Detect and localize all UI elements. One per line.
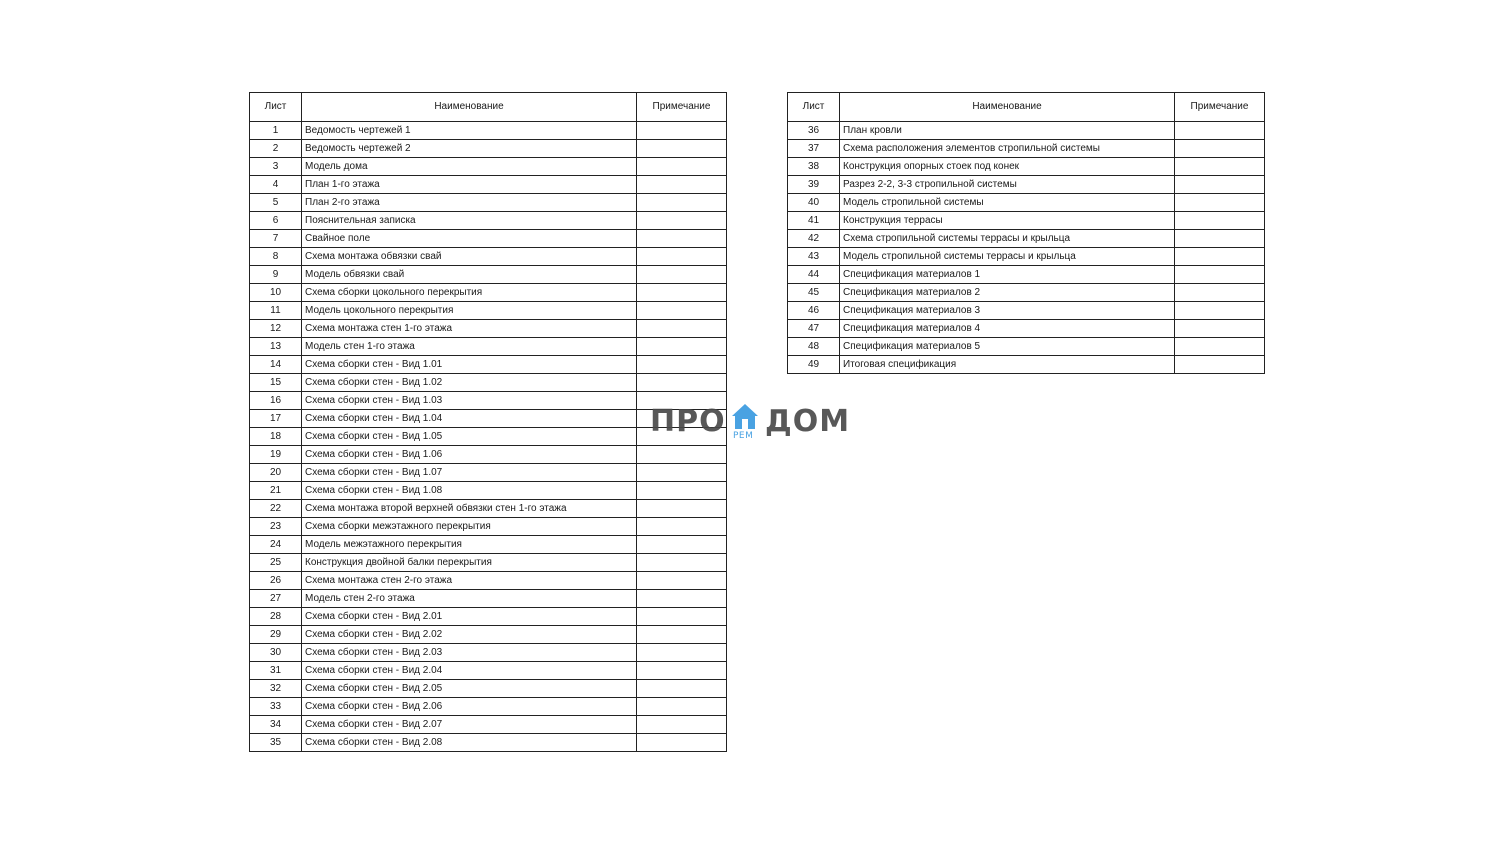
sheet-note — [637, 698, 727, 716]
sheet-name: Модель дома — [302, 158, 637, 176]
sheet-note — [637, 590, 727, 608]
sheet-name: Схема сборки стен - Вид 2.03 — [302, 644, 637, 662]
table-row — [250, 590, 727, 608]
sheet-number: 34 — [250, 716, 302, 734]
table-row — [250, 446, 727, 464]
sheet-number: 3 — [250, 158, 302, 176]
sheet-note — [637, 140, 727, 158]
sheet-number: 23 — [250, 518, 302, 536]
sheet-name: Схема сборки стен - Вид 1.03 — [302, 392, 637, 410]
sheet-name: Ведомость чертежей 2 — [302, 140, 637, 158]
sheet-number: 18 — [250, 428, 302, 446]
table-row — [788, 230, 1265, 248]
sheet-note — [637, 608, 727, 626]
sheet-name: Конструкция террасы — [840, 212, 1175, 230]
table-row — [250, 644, 727, 662]
sheet-number: 47 — [788, 320, 840, 338]
sheet-name: Схема монтажа стен 2-го этажа — [302, 572, 637, 590]
sheet-note — [1175, 248, 1265, 266]
sheet-number: 26 — [250, 572, 302, 590]
sheet-name: Ведомость чертежей 1 — [302, 122, 637, 140]
sheet-number: 10 — [250, 284, 302, 302]
sheet-number: 7 — [250, 230, 302, 248]
sheet-note — [637, 320, 727, 338]
sheet-note — [637, 626, 727, 644]
sheet-number: 5 — [250, 194, 302, 212]
sheet-number: 36 — [788, 122, 840, 140]
table-row — [788, 176, 1265, 194]
sheet-number: 20 — [250, 464, 302, 482]
table-row — [250, 482, 727, 500]
sheet-number: 16 — [250, 392, 302, 410]
sheet-note — [637, 518, 727, 536]
sheet-number: 45 — [788, 284, 840, 302]
sheet-name: Схема сборки стен - Вид 1.04 — [302, 410, 637, 428]
sheet-name: Свайное поле — [302, 230, 637, 248]
sheet-note — [637, 338, 727, 356]
sheet-note — [637, 374, 727, 392]
sheet-note — [1175, 122, 1265, 140]
table-row — [250, 662, 727, 680]
sheet-number: 21 — [250, 482, 302, 500]
sheet-name: Конструкция двойной балки перекрытия — [302, 554, 637, 572]
table-row — [250, 572, 727, 590]
sheet-number: 12 — [250, 320, 302, 338]
table-row — [788, 248, 1265, 266]
sheet-number: 19 — [250, 446, 302, 464]
sheet-note — [637, 716, 727, 734]
sheet-note — [637, 302, 727, 320]
sheet-number: 33 — [250, 698, 302, 716]
sheet-name: Схема сборки стен - Вид 1.02 — [302, 374, 637, 392]
sheet-note — [637, 284, 727, 302]
sheet-name: Спецификация материалов 4 — [840, 320, 1175, 338]
header-name: Наименование — [302, 93, 637, 122]
table-row — [250, 734, 727, 752]
sheet-name: Схема сборки стен - Вид 1.06 — [302, 446, 637, 464]
table-row — [250, 230, 727, 248]
header-note: Примечание — [637, 93, 727, 122]
sheet-number: 24 — [250, 536, 302, 554]
table-row — [250, 266, 727, 284]
table-row — [788, 320, 1265, 338]
sheet-name: Схема сборки стен - Вид 2.08 — [302, 734, 637, 752]
sheet-note — [637, 464, 727, 482]
sheet-note — [637, 158, 727, 176]
sheet-number: 22 — [250, 500, 302, 518]
sheet-number: 17 — [250, 410, 302, 428]
sheet-name: Схема сборки межэтажного перекрытия — [302, 518, 637, 536]
sheet-number: 43 — [788, 248, 840, 266]
sheet-number: 4 — [250, 176, 302, 194]
table-row — [250, 374, 727, 392]
sheet-name: Модель стропильной системы — [840, 194, 1175, 212]
sheet-name: Модель стен 1-го этажа — [302, 338, 637, 356]
sheet-name: Схема монтажа обвязки свай — [302, 248, 637, 266]
sheet-note — [637, 500, 727, 518]
sheet-number: 37 — [788, 140, 840, 158]
table-body-right — [788, 122, 1265, 374]
table-row — [250, 122, 727, 140]
sheet-number: 31 — [250, 662, 302, 680]
sheet-name: Схема сборки цокольного перекрытия — [302, 284, 637, 302]
sheet-number: 44 — [788, 266, 840, 284]
sheet-number: 8 — [250, 248, 302, 266]
sheet-name: Схема стропильной системы террасы и крыльца — [840, 230, 1175, 248]
table-row — [250, 698, 727, 716]
sheet-name: Спецификация материалов 5 — [840, 338, 1175, 356]
table-row — [250, 680, 727, 698]
table-row — [250, 212, 727, 230]
sheet-note — [1175, 356, 1265, 374]
sheet-note — [1175, 194, 1265, 212]
sheet-note — [637, 662, 727, 680]
sheet-number: 29 — [250, 626, 302, 644]
sheet-note — [637, 230, 727, 248]
sheet-number: 35 — [250, 734, 302, 752]
table-row — [250, 158, 727, 176]
table-row — [250, 284, 727, 302]
sheet-note — [637, 734, 727, 752]
sheet-note — [1175, 140, 1265, 158]
sheet-number: 40 — [788, 194, 840, 212]
sheet-name: Пояснительная записка — [302, 212, 637, 230]
table-row — [788, 338, 1265, 356]
sheet-note — [1175, 284, 1265, 302]
table-row — [250, 716, 727, 734]
sheet-number: 2 — [250, 140, 302, 158]
sheet-note — [1175, 176, 1265, 194]
sheet-name: Модель стропильной системы террасы и крыльца — [840, 248, 1175, 266]
sheet-name: Спецификация материалов 3 — [840, 302, 1175, 320]
watermark-text-left: ПРО — [650, 404, 726, 439]
sheet-name: Модель межэтажного перекрытия — [302, 536, 637, 554]
table-row — [250, 554, 727, 572]
table-row — [250, 626, 727, 644]
sheet-name: Итоговая спецификация — [840, 356, 1175, 374]
watermark-subtext: РЕМ — [733, 431, 754, 441]
header-note: Примечание — [1175, 93, 1265, 122]
sheet-number: 42 — [788, 230, 840, 248]
sheet-number: 46 — [788, 302, 840, 320]
sheet-note — [637, 266, 727, 284]
sheet-note — [637, 554, 727, 572]
watermark-logo — [650, 400, 850, 444]
sheet-name: План 1-го этажа — [302, 176, 637, 194]
sheet-name: Схема сборки стен - Вид 1.01 — [302, 356, 637, 374]
sheet-number: 6 — [250, 212, 302, 230]
sheet-number: 9 — [250, 266, 302, 284]
sheet-name: Схема сборки стен - Вид 2.01 — [302, 608, 637, 626]
sheet-number: 32 — [250, 680, 302, 698]
table-row — [250, 320, 727, 338]
sheet-number: 41 — [788, 212, 840, 230]
sheet-name: Схема сборки стен - Вид 2.06 — [302, 698, 637, 716]
sheet-number: 11 — [250, 302, 302, 320]
sheet-name: Спецификация материалов 1 — [840, 266, 1175, 284]
table-row — [788, 212, 1265, 230]
sheet-note — [1175, 320, 1265, 338]
sheet-note — [1175, 302, 1265, 320]
sheet-note — [637, 572, 727, 590]
sheet-note — [637, 680, 727, 698]
sheet-number: 38 — [788, 158, 840, 176]
sheet-name: Модель обвязки свай — [302, 266, 637, 284]
sheet-name: Схема сборки стен - Вид 2.02 — [302, 626, 637, 644]
table-row — [788, 302, 1265, 320]
sheet-name: Схема сборки стен - Вид 2.07 — [302, 716, 637, 734]
sheet-note — [1175, 212, 1265, 230]
table-row — [788, 158, 1265, 176]
sheet-number: 1 — [250, 122, 302, 140]
sheet-number: 48 — [788, 338, 840, 356]
sheet-name: План 2-го этажа — [302, 194, 637, 212]
sheet-name: Модель стен 2-го этажа — [302, 590, 637, 608]
table-row — [250, 338, 727, 356]
watermark-text-right: ДОМ — [765, 404, 851, 439]
table-row — [250, 248, 727, 266]
sheet-note — [1175, 158, 1265, 176]
sheet-name: План кровли — [840, 122, 1175, 140]
table-row — [250, 140, 727, 158]
sheet-name: Схема монтажа стен 1-го этажа — [302, 320, 637, 338]
sheet-note — [637, 212, 727, 230]
sheet-name: Схема сборки стен - Вид 2.04 — [302, 662, 637, 680]
sheet-note — [1175, 338, 1265, 356]
table-row — [250, 194, 727, 212]
sheet-note — [1175, 266, 1265, 284]
sheet-number: 14 — [250, 356, 302, 374]
sheet-note — [637, 194, 727, 212]
table-row — [788, 140, 1265, 158]
table-row — [250, 302, 727, 320]
drawing-list-table-right — [787, 92, 1265, 374]
sheet-note — [637, 446, 727, 464]
table-header-row — [250, 93, 727, 122]
table-row — [250, 500, 727, 518]
sheet-note — [637, 356, 727, 374]
sheet-note — [637, 644, 727, 662]
sheet-name: Модель цокольного перекрытия — [302, 302, 637, 320]
table-row — [250, 464, 727, 482]
sheet-note — [637, 482, 727, 500]
sheet-name: Схема сборки стен - Вид 1.05 — [302, 428, 637, 446]
sheet-name: Разрез 2-2, 3-3 стропильной системы — [840, 176, 1175, 194]
header-sheet: Лист — [250, 93, 302, 122]
house-icon — [730, 402, 760, 432]
sheet-number: 27 — [250, 590, 302, 608]
sheet-name: Схема монтажа второй верхней обвязки стен 1-го этажа — [302, 500, 637, 518]
sheet-name: Схема сборки стен - Вид 2.05 — [302, 680, 637, 698]
sheet-number: 25 — [250, 554, 302, 572]
table-row — [788, 266, 1265, 284]
sheet-note — [637, 122, 727, 140]
table-row — [250, 608, 727, 626]
sheet-number: 15 — [250, 374, 302, 392]
sheet-note — [1175, 230, 1265, 248]
sheet-number: 30 — [250, 644, 302, 662]
sheet-note — [637, 248, 727, 266]
sheet-name: Схема сборки стен - Вид 1.08 — [302, 482, 637, 500]
table-row — [788, 356, 1265, 374]
table-header-row — [788, 93, 1265, 122]
table-row — [250, 356, 727, 374]
table-row — [250, 176, 727, 194]
table-row — [788, 194, 1265, 212]
table-row — [788, 122, 1265, 140]
header-sheet: Лист — [788, 93, 840, 122]
sheet-note — [637, 536, 727, 554]
sheet-name: Схема сборки стен - Вид 1.07 — [302, 464, 637, 482]
sheet-name: Схема расположения элементов стропильной системы — [840, 140, 1175, 158]
sheet-number: 49 — [788, 356, 840, 374]
sheet-note — [637, 176, 727, 194]
table-row — [250, 536, 727, 554]
sheet-number: 28 — [250, 608, 302, 626]
header-name: Наименование — [840, 93, 1175, 122]
sheet-name: Спецификация материалов 2 — [840, 284, 1175, 302]
sheet-number: 13 — [250, 338, 302, 356]
table-row — [250, 518, 727, 536]
sheet-name: Конструкция опорных стоек под конек — [840, 158, 1175, 176]
sheet-number: 39 — [788, 176, 840, 194]
table-row — [788, 284, 1265, 302]
